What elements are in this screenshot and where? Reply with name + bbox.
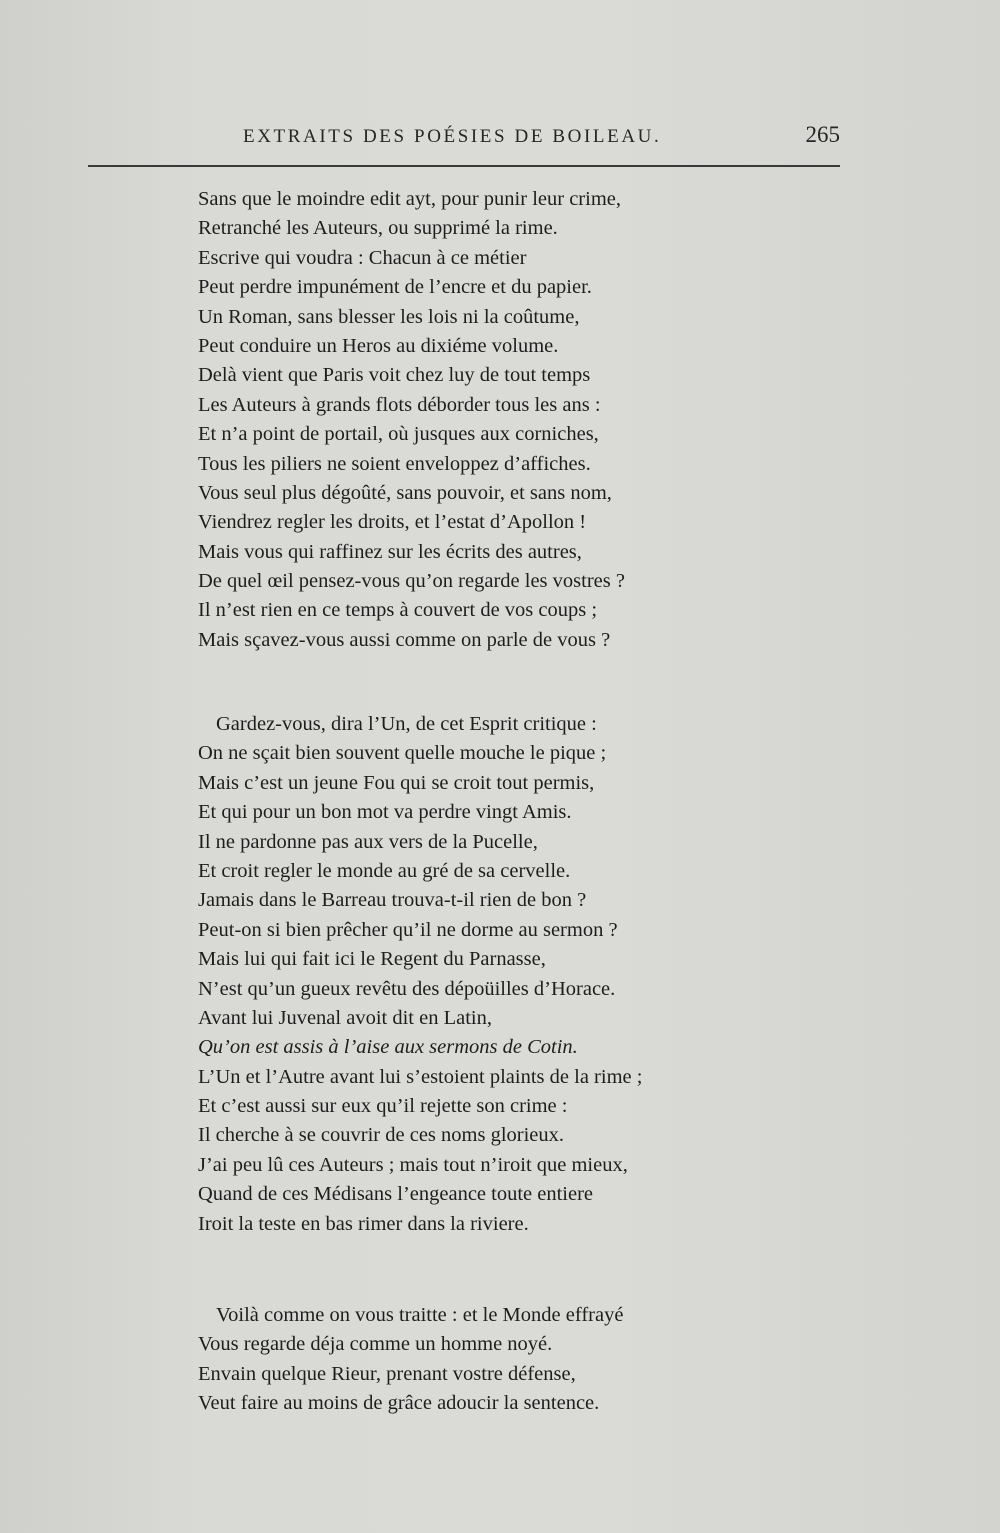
verse-line: J’ai peu lû ces Auteurs ; mais tout n’iroit que mieux,	[198, 1153, 628, 1176]
verse-line: Delà vient que Paris voit chez luy de tout temps	[198, 364, 591, 387]
verse-line: Un Roman, sans blesser les lois ni la coûtume,	[198, 305, 580, 328]
verse-line: Il cherche à se couvrir de ces noms glorieux.	[198, 1124, 565, 1147]
verse-line: De quel œil pensez-vous qu’on regarde les vostres ?	[198, 570, 625, 593]
verse-line: Retranché les Auteurs, ou supprimé la rime.	[198, 217, 558, 240]
verse-line: L’Un et l’Autre avant lui s’estoient plaints de la rime ;	[198, 1065, 643, 1088]
stanza-1	[198, 185, 625, 655]
verse-line: Avant lui Juvenal avoit dit en Latin,	[198, 1006, 492, 1029]
verse-line: Et croit regler le monde au gré de sa cervelle.	[198, 859, 571, 882]
verse-line: Peut perdre impunément de l’encre et du papier.	[198, 276, 592, 299]
verse-line: Peut-on si bien prêcher qu’il ne dorme au sermon ?	[198, 918, 618, 941]
verse-line: Mais sçavez-vous aussi comme on parle de vous ?	[198, 628, 611, 651]
verse-line: Sans que le moindre edit ayt, pour punir leur crime,	[198, 188, 621, 210]
page-header	[88, 118, 840, 158]
verse-line: Envain quelque Rieur, prenant vostre défense,	[198, 1362, 576, 1385]
verse-line: Escrive qui voudra : Chacun à ce métier	[198, 246, 527, 269]
verse-line: Voilà comme on vous traitte : et le Monde effrayé	[216, 1304, 624, 1326]
running-title: EXTRAITS DES POÉSIES DE BOILEAU.	[243, 126, 662, 147]
header-rule	[88, 165, 840, 167]
verse-line: Gardez-vous, dira l’Un, de cet Esprit critique :	[216, 713, 597, 735]
verse-line: Viendrez regler les droits, et l’estat d’Apollon !	[198, 511, 587, 534]
page-number: 265	[805, 122, 840, 147]
verse-line: Il n’est rien en ce temps à couvert de vos coups ;	[198, 599, 598, 622]
stanza-2	[198, 710, 642, 1239]
verse-line: Veut faire au moins de grâce adoucir la sentence.	[198, 1392, 600, 1415]
verse-line: Iroit la teste en bas rimer dans la riviere.	[198, 1212, 529, 1235]
verse-line: Vous regarde déja comme un homme noyé.	[198, 1333, 553, 1356]
verse-line: Les Auteurs à grands flots déborder tous les ans :	[198, 393, 601, 416]
verse-line: Il ne pardonne pas aux vers de la Pucelle,	[198, 830, 538, 853]
verse-line: Et qui pour un bon mot va perdre vingt Amis.	[198, 801, 572, 824]
verse-line: Et n’a point de portail, où jusques aux corniches,	[198, 423, 599, 446]
verse-line: Mais lui qui fait ici le Regent du Parnasse,	[198, 948, 546, 971]
verse-line: Mais vous qui raffinez sur les écrits des autres,	[198, 540, 582, 563]
verse-line: Quand de ces Médisans l’engeance toute entiere	[198, 1183, 594, 1206]
verse-line: On ne sçait bien souvent quelle mouche le pique ;	[198, 742, 607, 765]
verse-line: Et c’est aussi sur eux qu’il rejette son crime :	[198, 1095, 568, 1118]
verse-line: Jamais dans le Barreau trouva-t-il rien de bon ?	[198, 889, 587, 912]
verse-line-quotation: Qu’on est assis à l’aise aux sermons de Cotin.	[198, 1036, 578, 1059]
verse-line: Vous seul plus dégoûté, sans pouvoir, et sans nom,	[198, 481, 612, 504]
verse-line: Peut conduire un Heros au dixiéme volume.	[198, 334, 559, 357]
stanza-3	[198, 1301, 623, 1419]
verse-line: Mais c’est un jeune Fou qui se croit tout permis,	[198, 771, 595, 794]
verse-line: Tous les piliers ne soient enveloppez d’affiches.	[198, 452, 591, 475]
verse-line: N’est qu’un gueux revêtu des dépoüilles d’Horace.	[198, 977, 616, 1000]
